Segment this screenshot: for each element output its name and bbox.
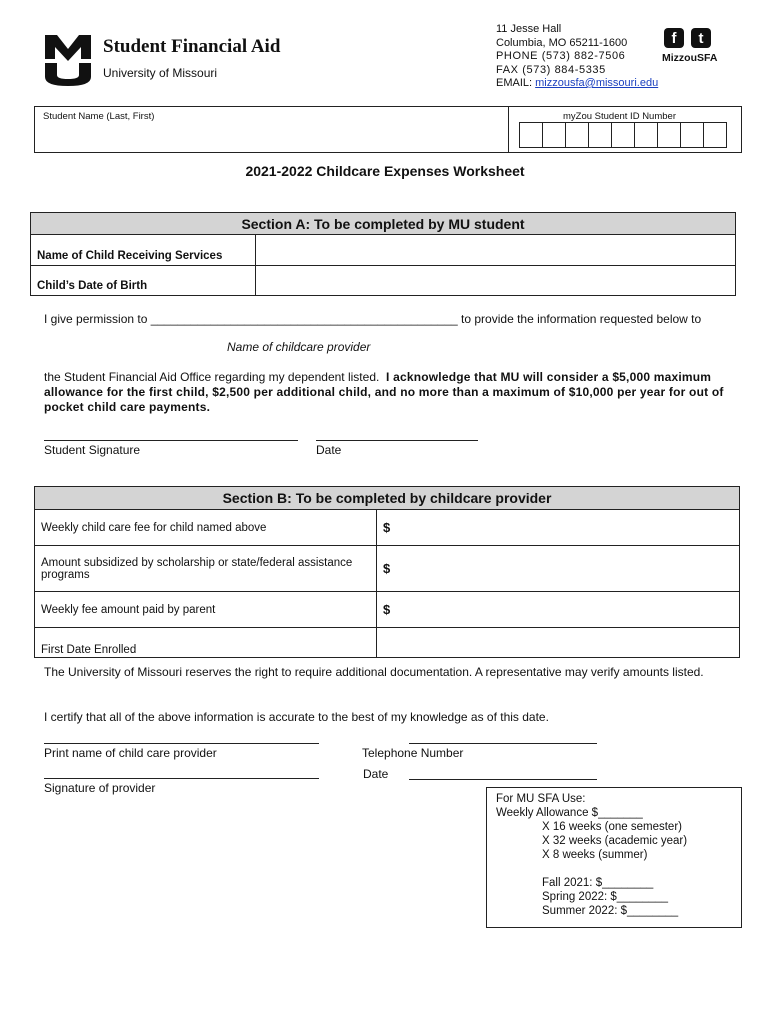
- student-id-label: myZou Student ID Number: [563, 111, 676, 122]
- certification: I certify that all of the above information is accurate to the best of my knowledge as of this date.: [44, 710, 549, 724]
- student-signature-line[interactable]: [44, 440, 298, 441]
- social-handle: MizzouSFA: [662, 52, 718, 64]
- section-b-title: Section B: To be completed by childcare provider: [35, 487, 740, 510]
- id-digit-cell[interactable]: [519, 122, 543, 148]
- mu-logo-icon: [44, 33, 92, 87]
- sfa-weekly-allowance: Weekly Allowance $_______: [496, 807, 643, 819]
- provider-telephone-line[interactable]: [409, 743, 597, 744]
- acknowledgement: [44, 370, 734, 415]
- first-date-label: First Date Enrolled: [35, 628, 377, 658]
- ack-bold: I acknowledge that MU will consider a $5,000 maximum allowance for the first child, $2,500 per additional child, and no more than a maximum of $10,000 per year for out of pocket child care payments.: [44, 370, 724, 414]
- child-dob-label: Child’s Date of Birth: [31, 266, 256, 296]
- id-digit-cell[interactable]: [565, 122, 589, 148]
- contact-block: [496, 23, 658, 91]
- id-digit-cell[interactable]: [703, 122, 727, 148]
- section-a-table: [30, 212, 736, 296]
- email-link[interactable]: mizzousfa@missouri.edu: [535, 77, 659, 89]
- permission-text: I give permission to ______________________________________________ to provide the information requested below to: [44, 312, 702, 326]
- subsidy-field[interactable]: $: [377, 546, 740, 592]
- address-line-2: Columbia, MO 65211-1600: [496, 36, 628, 49]
- student-date-line[interactable]: [316, 440, 478, 441]
- sfa-summer: Summer 2022: $________: [542, 905, 679, 917]
- email-line: [496, 77, 658, 91]
- subsidy-label: Amount subsidized by scholarship or state/federal assistance programs: [35, 546, 377, 592]
- box-divider: [508, 107, 509, 152]
- provider-telephone-label: Telephone Number: [362, 746, 464, 760]
- provider-signature-label: Signature of provider: [44, 781, 156, 795]
- parent-fee-label: Weekly fee amount paid by parent: [35, 592, 377, 628]
- phone: PHONE (573) 882-7506: [496, 50, 626, 62]
- student-signature-label: Student Signature: [44, 443, 141, 457]
- id-digit-cell[interactable]: [588, 122, 612, 148]
- provider-signature-line[interactable]: [44, 778, 319, 779]
- org-subtitle: University of Missouri: [103, 66, 218, 80]
- provider-print-name-label: Print name of child care provider: [44, 746, 217, 760]
- provider-caption: Name of childcare provider: [227, 340, 371, 354]
- student-name-label: Student Name (Last, First): [43, 111, 155, 122]
- sfa-title: For MU SFA Use:: [496, 793, 586, 805]
- sfa-x32: X 32 weeks (academic year): [542, 835, 688, 847]
- sfa-x8: X 8 weeks (summer): [542, 849, 648, 861]
- sfa-fall: Fall 2021: $________: [542, 877, 654, 889]
- id-digit-cell[interactable]: [657, 122, 681, 148]
- parent-fee-field[interactable]: $: [377, 592, 740, 628]
- id-digit-cell[interactable]: [634, 122, 658, 148]
- child-name-field[interactable]: [256, 235, 736, 266]
- twitter-icon[interactable]: t: [691, 28, 711, 48]
- weekly-fee-field[interactable]: $: [377, 510, 740, 546]
- id-digit-cell[interactable]: [680, 122, 704, 148]
- disclaimer: The University of Missouri reserves the right to require additional documentation. A representative may verify amounts listed.: [44, 665, 704, 679]
- sfa-use-box: [486, 787, 742, 928]
- id-digit-cell[interactable]: [611, 122, 635, 148]
- fax: FAX (573) 884-5335: [496, 63, 606, 76]
- org-name: Student Financial Aid: [103, 36, 281, 57]
- provider-date-label: Date: [363, 767, 389, 781]
- provider-print-name-line[interactable]: [44, 743, 319, 744]
- weekly-fee-label: Weekly child care fee for child named above: [35, 510, 377, 546]
- document-title: 2021-2022 Childcare Expenses Worksheet: [245, 163, 525, 179]
- provider-date-line[interactable]: [409, 779, 597, 780]
- email-label: EMAIL:: [496, 77, 533, 89]
- student-info-box: [34, 106, 742, 153]
- address-line-1: 11 Jesse Hall: [496, 23, 562, 35]
- student-id-cells[interactable]: [519, 122, 726, 148]
- section-b-table: [34, 486, 740, 658]
- id-digit-cell[interactable]: [542, 122, 566, 148]
- first-date-field[interactable]: [377, 628, 740, 658]
- sfa-x16: X 16 weeks (one semester): [542, 821, 682, 833]
- ack-plain: the Student Financial Aid Office regarding my dependent listed.: [44, 370, 380, 384]
- child-dob-field[interactable]: [256, 266, 736, 296]
- facebook-icon[interactable]: f: [664, 28, 684, 48]
- student-date-label: Date: [316, 443, 342, 457]
- sfa-spring: Spring 2022: $________: [542, 891, 668, 903]
- child-name-label: Name of Child Receiving Services: [31, 235, 256, 266]
- section-a-title: Section A: To be completed by MU student: [31, 213, 736, 235]
